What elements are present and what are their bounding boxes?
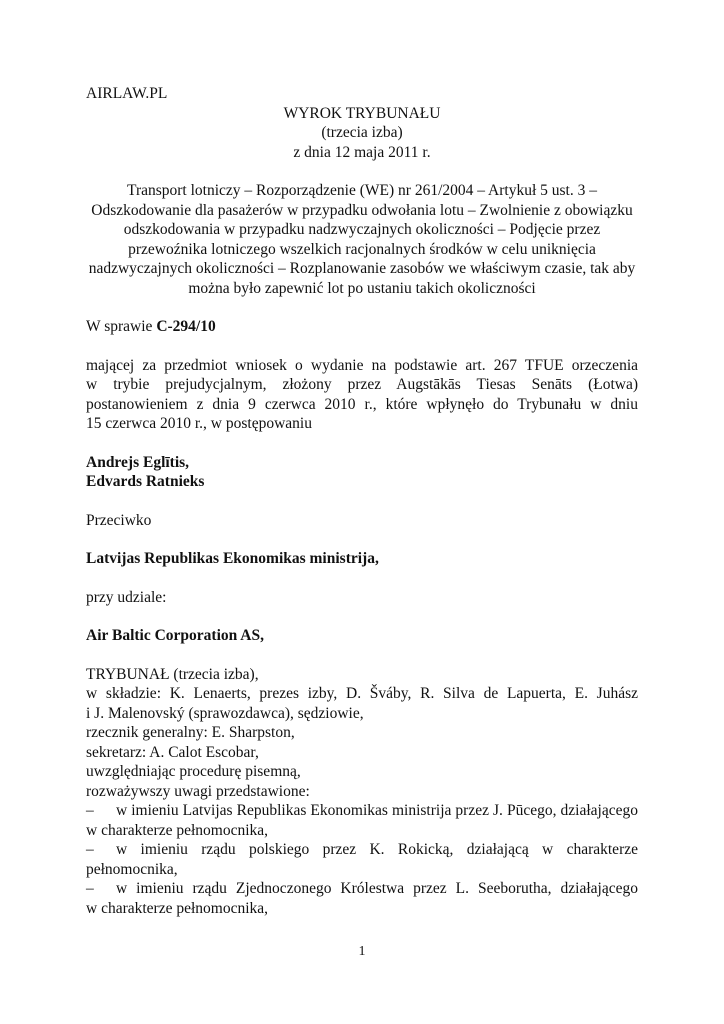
composition-line: i J. Malenovský (sprawozdawca), sędziowie,: [86, 704, 364, 722]
summary-line: nadzwyczajnych okoliczności – Rozplanowanie zasobów we właściwym czasie, tak aby: [88, 260, 636, 277]
request-line: mającej za przedmiot wniosek o wydanie na podstawie art. 267 TFUE orzeczenia: [86, 356, 638, 374]
spacer: [86, 298, 638, 317]
spacer: [86, 492, 638, 511]
request-line: w trybie prejudycjalnym, złożony przez Augstākās Tiesas Senāts (Łotwa): [86, 376, 638, 393]
list-item-text: pełnomocnika,: [86, 860, 178, 878]
spacer: [86, 337, 638, 356]
chamber-label: (trzecia izba): [321, 124, 403, 141]
list-item-text: w imieniu Latvijas Republikas Ekonomikas ministrija przez J. Pūcego, działającego: [116, 802, 638, 819]
intervener-name: Air Baltic Corporation AS,: [86, 627, 264, 644]
claimant-name: Andrejs Eglītis,: [86, 453, 190, 471]
spacer: [86, 530, 638, 549]
list-item: [86, 840, 638, 879]
judgment-title: WYROK TRYBUNAŁU: [283, 104, 441, 122]
request-line: 15 czerwca 2010 r., w postępowaniu: [86, 415, 312, 432]
page-number: 1: [358, 944, 366, 959]
participation-label: przy udziale:: [86, 588, 167, 606]
list-item-text: w charakterze pełnomocnika,: [86, 899, 269, 917]
spacer: [86, 162, 638, 181]
list-item-text: w charakterze pełnomocnika,: [86, 821, 269, 839]
summary-line: przewoźnika lotniczego wszelkich racjonalnych środków w celu uniknięcia: [128, 240, 596, 258]
spacer: [86, 434, 638, 453]
summary-block: [86, 181, 638, 298]
judgment-date: z dnia 12 maja 2011 r.: [293, 143, 431, 161]
observations-list: [86, 801, 638, 918]
spacer: [86, 569, 638, 588]
claimant-name: Edvards Ratnieks: [86, 473, 205, 490]
list-item-text: w imieniu rządu Zjednoczonego Królestwa przez L. Seeboruthа, działającego: [116, 880, 638, 897]
advocate-general: rzecznik generalny: E. Sharpston,: [86, 724, 295, 741]
request-line: postanowieniem z dnia 9 czerwca 2010 r., które wpłynęło do Trybunału w dniu: [86, 395, 638, 413]
document-page: [86, 84, 638, 918]
court-heading: TRYBUNAŁ (trzecia izba),: [86, 665, 259, 683]
composition-line: w składzie: K. Lenaerts, prezes izby, D. Šváby, R. Silva de Lapuerta, E. Juhász: [86, 685, 638, 702]
defendant-name: Latvijas Republikas Ekonomikas ministrija,: [86, 550, 379, 567]
procedure-note: uwzględniając procedurę pisemną,: [86, 763, 301, 780]
list-dash: –: [86, 841, 94, 858]
spacer: [86, 646, 638, 665]
case-number: C-294/10: [156, 318, 216, 335]
list-dash: –: [86, 802, 94, 819]
spacer: [86, 607, 638, 626]
summary-line: Odszkodowanie dla pasażerów w przypadku odwołania lotu – Zwolnienie z obowiązku: [91, 201, 633, 219]
observations-intro: rozważywszy uwagi przedstawione:: [86, 782, 310, 800]
versus-label: Przeciwko: [86, 511, 152, 529]
registrar: sekretarz: A. Calot Escobar,: [86, 743, 259, 761]
summary-line: odszkodowania w przypadku nadzwyczajnych okoliczności – Podjęcie przez: [123, 221, 601, 238]
summary-line: można było zapewnić lot po ustaniu takich okoliczności: [188, 279, 536, 297]
summary-line: Transport lotniczy – Rozporządzenie (WE) nr 261/2004 – Artykuł 5 ust. 3 –: [127, 182, 597, 199]
request-paragraph: [86, 356, 638, 434]
list-dash: –: [86, 880, 94, 897]
case-prefix: W sprawie: [86, 318, 157, 335]
case-reference: [86, 317, 638, 337]
list-item-text: w imieniu rządu polskiego przez K. Rokicką, działającą w charakterze: [116, 841, 638, 858]
list-item: [86, 801, 638, 840]
list-item: [86, 879, 638, 918]
site-label: AIRLAW.PL: [86, 85, 168, 102]
court-composition: [86, 665, 638, 802]
